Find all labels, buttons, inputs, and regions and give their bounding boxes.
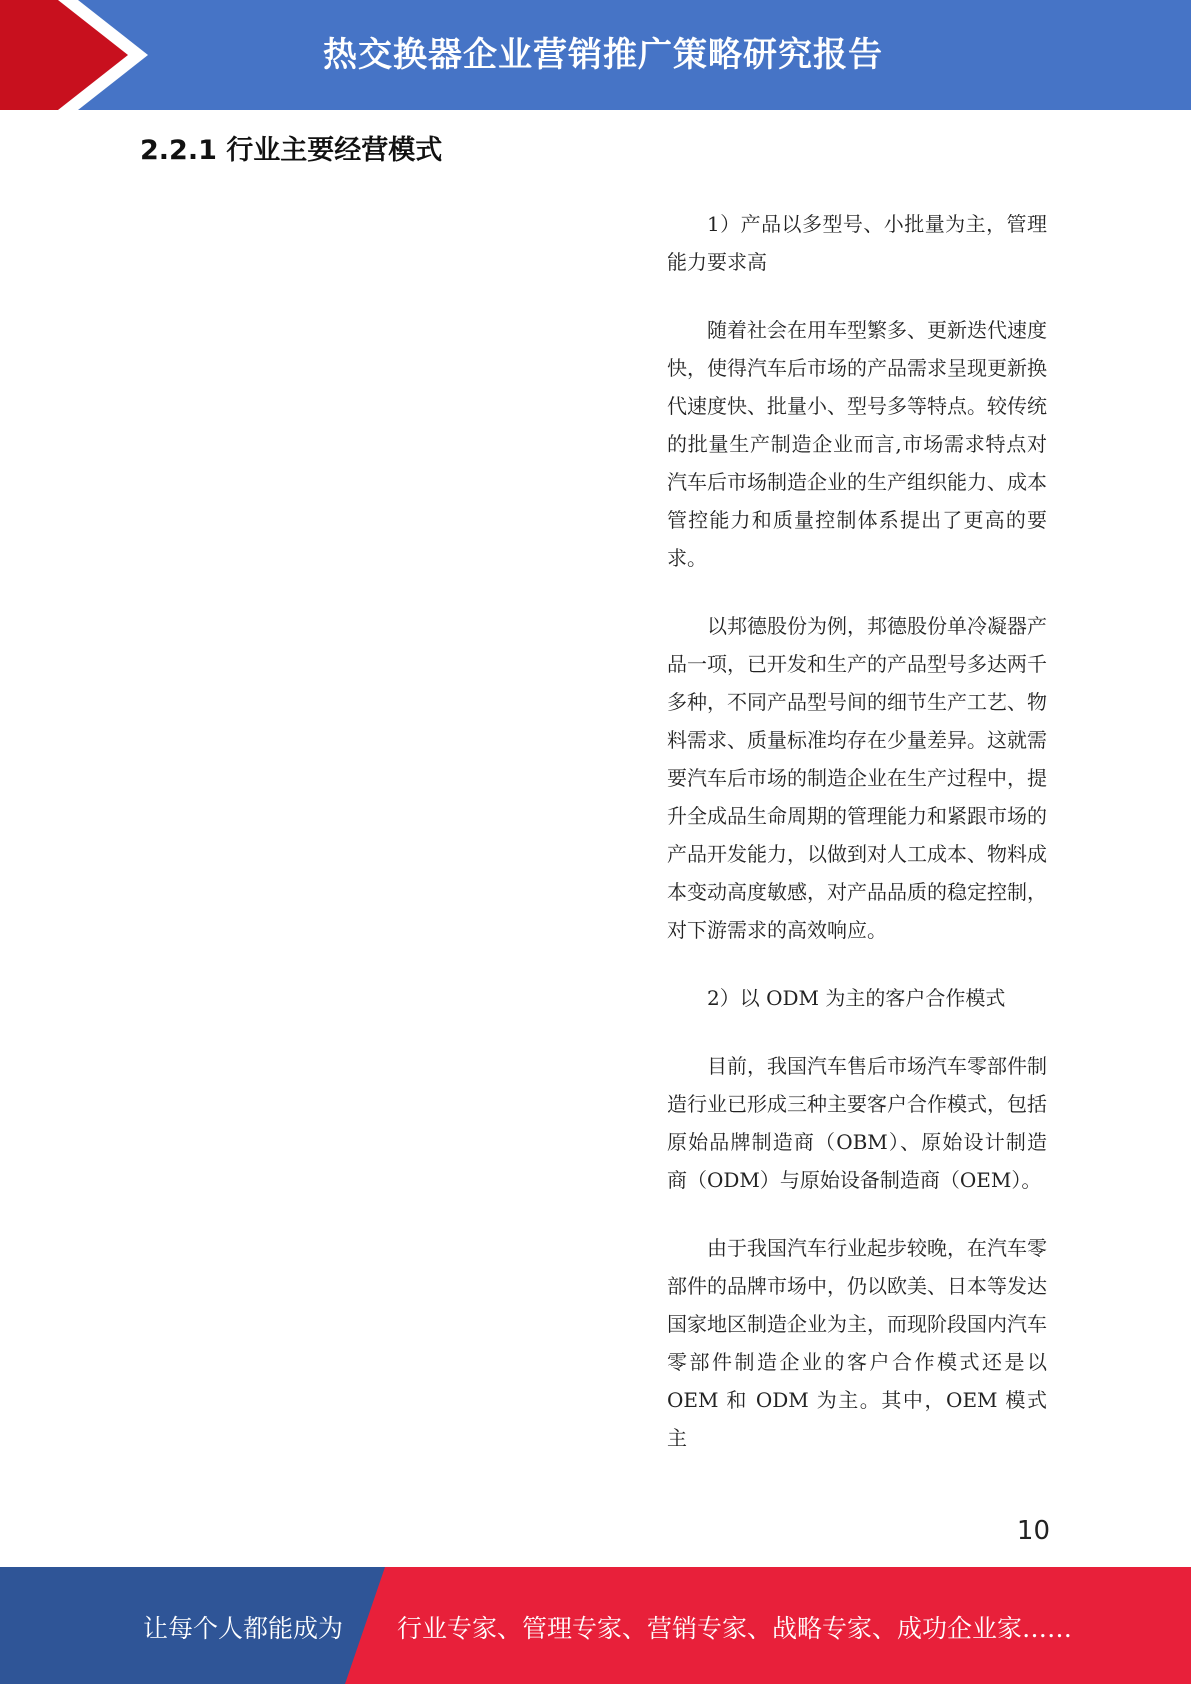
page-footer bbox=[0, 1567, 1191, 1684]
page-number: 10 bbox=[1016, 1516, 1050, 1546]
paragraph: 目前，我国汽车售后市场汽车零部件制造行业已形成三种主要客户合作模式，包括原始品牌制造商（OBM）、原始设计制造商（ODM）与原始设备制造商（OEM）。 bbox=[667, 1054, 1047, 1192]
footer-slogan-right: 行业专家、管理专家、营销专家、战略专家、成功企业家…… bbox=[397, 1614, 1073, 1643]
paragraph: 随着社会在用车型繁多、更新迭代速度快，使得汽车后市场的产品需求呈现更新换代速度快、批量小、型号多等特点。较传统的批量生产制造企业而言,市场需求特点对汽车后市场制造企业的生产组织能力、成本管控能力和质量控制体系提出了更高的要求。 bbox=[667, 318, 1047, 570]
paragraph: 以邦德股份为例，邦德股份单冷凝器产品一项，已开发和生产的产品型号多达两千多种，不同产品型号间的细节生产工艺、物料需求、质量标准均存在少量差异。这就需要汽车后市场的制造企业在生产过程中，提升全成品生命周期的管理能力和紧跟市场的产品开发能力，以做到对人工成本、物料成本变动高度敏感，对产品品质的稳定控制，对下游需求的高效响应。 bbox=[667, 614, 1047, 942]
paragraph: 1）产品以多型号、小批量为主，管理能力要求高 bbox=[667, 212, 1047, 274]
section-heading: 2.2.1 行业主要经营模式 bbox=[140, 135, 443, 166]
body-text-column bbox=[667, 205, 1047, 1487]
paragraph: 由于我国汽车行业起步较晚，在汽车零部件的品牌市场中，仍以欧美、日本等发达国家地区制造企业为主，而现阶段国内汽车零部件制造企业的客户合作模式还是以 OEM 和 ODM 为主。其中，OEM 模式主 bbox=[667, 1236, 1047, 1450]
paragraph: 2）以 ODM 为主的客户合作模式 bbox=[707, 986, 1006, 1010]
report-title: 热交换器企业营销推广策略研究报告 bbox=[323, 35, 883, 75]
footer-slogan-left: 让每个人都能成为 bbox=[143, 1614, 344, 1643]
page-header bbox=[0, 0, 1191, 110]
